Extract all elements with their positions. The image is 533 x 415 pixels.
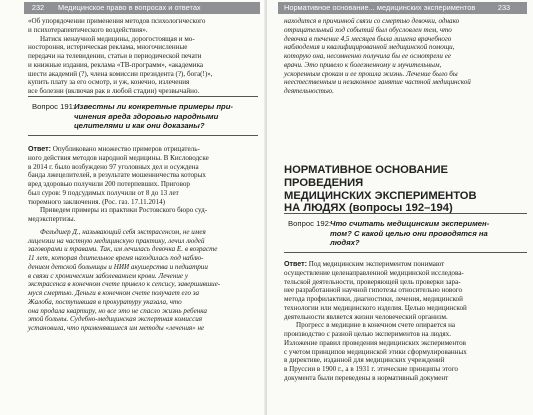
- text-line: нее разработанной научной гипотезы относительно нового: [284, 286, 463, 295]
- italic-line: неестественным и незаконное занятие частной медицинской: [284, 78, 471, 87]
- italic-line: которую она, несомненно получила бы ее осмотрели ее: [284, 52, 452, 60]
- italic-line: 11 лет, которая длительное время находилась под наблю-: [28, 254, 204, 262]
- question-label: Вопрос 191:: [32, 102, 76, 111]
- italic-line: экстрасенса в конечном счете привело к сепсису, завершившие-: [28, 280, 221, 289]
- question-label: Вопрос 192:: [288, 219, 332, 228]
- italic-line: установила, что применявшиеся им методы «лечения» не: [28, 324, 205, 332]
- page-number-left: 232: [31, 3, 45, 12]
- question-text-line: чинения вреда здоровью народными: [74, 111, 219, 121]
- question-text-line: Что считать медицинским эксперимен-: [330, 219, 490, 228]
- text-line: в Пруссии в 1900 г., а в 1931 г. этические принципы этого: [284, 365, 458, 373]
- question-text-line: том? С какой целью они проводятся на: [330, 228, 488, 238]
- section-title-line: НОРМАТИВНОЕ ОСНОВАНИЕ ПРОВЕДЕНИЯ: [284, 164, 448, 189]
- text-line: и психотерапевтического воздействия».: [28, 25, 148, 34]
- text-line: тельской деятельности, проверяющей цель проверки зара-: [284, 277, 461, 286]
- text-line: технологии или медицинского изделия. Целью медицинской: [284, 303, 467, 312]
- text-line: Приведем примеры из практики Ростовского бюро суд-: [40, 206, 208, 215]
- text-line: ного действия методов народной медицины. В Кисловодске: [28, 153, 209, 162]
- text-line: Прогресс в медицине в конечном счете опирается на: [296, 321, 456, 330]
- section-title-line: МЕДИЦИНСКИХ ЭКСПЕРИМЕНТОВ: [284, 189, 477, 202]
- section-title: [284, 164, 527, 215]
- running-title-right: Нормативное основание... медицинских экспериментов: [284, 3, 476, 12]
- italic-line: ускоренным срокам и ее прошла жизнь. Лечение было бы: [284, 69, 458, 78]
- section-title-line: НА ЛЮДЯХ (вопросы 192–194): [284, 202, 453, 215]
- answer-line: Ответ: Под медицинским экспериментом понимают: [284, 260, 445, 268]
- text-line: передачи на телевидении, статьи в периодической печати: [28, 52, 202, 60]
- italic-line: находится в причинной связи со смертью девочки, однако: [284, 17, 460, 25]
- text-line: был суров: 9 подсудимых получили от 8 до 13 лет: [28, 188, 179, 197]
- text-line: и книжные издания, реклама «ТВ-программ», «академика: [28, 60, 204, 69]
- question-text-line: людях?: [330, 238, 360, 247]
- text-line: «Об упорядочении применения методов психологического: [28, 17, 206, 25]
- text-line: Изложение правил проведения медицинских экспериментов: [284, 338, 467, 347]
- text-line: производство с разной целью экспериментов на людях.: [284, 330, 451, 338]
- italic-line: муся смертью. Деньги в конечном счете получает его за: [28, 289, 200, 297]
- text-line: купить плату за его осмотр, и уж, конечно, излечения: [28, 78, 190, 87]
- italic-line: в связи с хроническим заболеванием крови. Лечение у: [28, 271, 188, 280]
- page-number-right: 233: [497, 3, 511, 12]
- italic-line: отрицательный ход событий был обусловлен тем, что: [284, 25, 452, 34]
- italic-line: врачи. Это привело к болезненному и мучительным,: [284, 60, 442, 69]
- running-header-right: [278, 2, 527, 14]
- text-line: документа были переведены в нормативный документ: [284, 373, 449, 382]
- italic-line: деятельностью.: [284, 87, 334, 95]
- text-line: банда лжецелителей, в результате мошенничества которых: [28, 171, 206, 180]
- italic-line: Фельдшер Д., называющий себя экстрасенсом, не имея: [40, 227, 206, 236]
- text-line: Натиск ненаучной медицины, дорогостоящая и мо-: [40, 34, 195, 43]
- text-line: медэкспертизы.: [28, 215, 76, 223]
- right-top-italic: [284, 17, 527, 96]
- italic-line: она продала квартиру, но все это не спасло жизнь ребенка: [28, 306, 207, 315]
- text-line: все болезни (включая рак в любой стадии) чрезвычайно.: [28, 87, 200, 95]
- text-line: с учетом принципов медицинской этики сформулированных: [284, 347, 467, 356]
- left-answer-text: [28, 145, 258, 333]
- running-title-left: Медицинское право в вопросах и ответах: [58, 3, 201, 12]
- text-line: в 2014 г. было возбуждено 97 уголовных дел и осуждена: [28, 162, 199, 171]
- text-line: шести академий (?), члена комиссии президента (?), бога(!)»,: [28, 69, 213, 78]
- text-line: ностороння, истерическая реклама, многочисленные: [28, 43, 188, 52]
- italic-line: Жалоба, поступившая в прокуратуру указала, что: [28, 297, 182, 306]
- running-header-left: [24, 2, 260, 14]
- question-box-191: [28, 96, 258, 136]
- text-line: деятельности является жизни человеческий организм.: [284, 312, 448, 321]
- text-line: осуществление целенаправленной медицинской исследова-: [284, 268, 464, 277]
- question-text-line: Известны ли конкретные примеры при-: [74, 102, 233, 111]
- answer-label: Ответ:: [28, 145, 51, 153]
- text-line: тюремного заключения. (Рос. газ. 17.11.2014): [28, 197, 166, 206]
- question-box-192: [284, 213, 527, 253]
- italic-line: девочка в течение 4,5 месяцев была лишена врачебного: [284, 34, 452, 43]
- left-top-text: [28, 17, 258, 96]
- question-text-line: целителями и как они доказаны?: [74, 121, 205, 130]
- italic-line: наблюдения и квалифицированной медицинской помощи,: [284, 43, 455, 52]
- right-answer-text: [284, 260, 527, 383]
- right-page: [267, 0, 533, 415]
- italic-line: лицензии на частную медицинскую практику, лечил людей: [28, 236, 205, 245]
- text-line: вред здоровью получили 200 потерпевших. Приговор: [28, 180, 190, 188]
- text-line: в директиве, изданной для медицинских учреждений: [284, 356, 445, 365]
- italic-line: заговорами и травами. Так, им лечилась девочка Е. в возрасте: [28, 245, 218, 254]
- text-line: метода профилактики, диагностики, лечения, медицинской: [284, 295, 463, 303]
- italic-line: этой больны. Судебно-медицинская экспертная комиссия: [28, 315, 203, 324]
- answer-line: Ответ: Опубликовано множество примеров отрицатель-: [28, 145, 200, 153]
- answer-label: Ответ:: [284, 260, 307, 268]
- italic-line: дением детской больницы и НИИ акушерства и педиатрии: [28, 262, 208, 271]
